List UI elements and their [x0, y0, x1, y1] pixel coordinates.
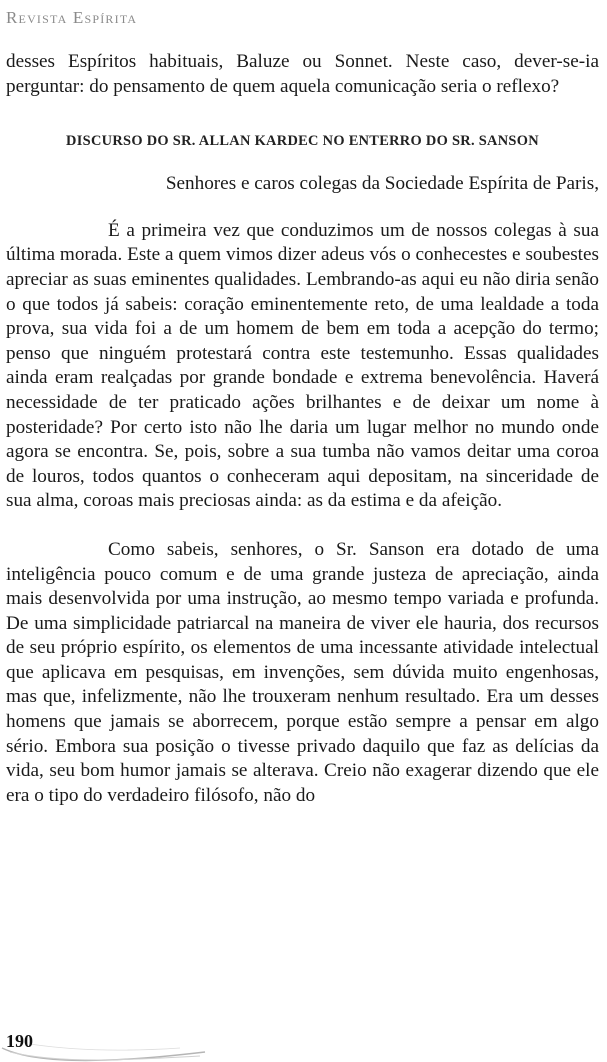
running-head: Revista Espírita [6, 8, 138, 27]
section-title: DISCURSO DO SR. ALLAN KARDEC NO ENTERRO DO SR. SANSON [66, 133, 539, 150]
page-body [6, 50, 599, 808]
paragraph-2: Como sabeis, senhores, o Sr. Sanson era dotado de uma inteligência pouco comum e de uma grande justeza de apreciação, ainda mais desenvolvida por uma instrução, ao mesmo tempo variada e profunda. De uma simplicidade patriarcal na maneira de viver ele hauria, dos recursos de seu próprio espírito, os elementos de uma incessante atividade intelectual que aplicava em pesquisas, em invenções, sem dúvida muito engenhosas, mas que, infelizmente, não lhe trouxeram nenhum resultado. Era um desses homens que jamais se aborrecem, porque estão sempre a pensar em algo sério. Embora sua posição o tivesse privado daquilo que faz as delícias da vida, seu bom humor jamais se alterava. Creio não exagerar dizendo que ele era o tipo do verdadeiro filósofo, não do [6, 538, 599, 806]
page-footer [0, 1022, 607, 1062]
intro-paragraph: desses Espíritos habituais, Baluze ou Sonnet. Neste caso, dever-se-ia perguntar: do pensamento de quem aquela comunicação seria o reflexo? [6, 51, 599, 97]
salutation: Senhores e caros colegas da Sociedade Espírita de Paris, [165, 173, 599, 195]
page-number: 190 [6, 1031, 33, 1051]
paragraph-1: É a primeira vez que conduzimos um de nossos colegas à sua última morada. Este a quem vimos dizer adeus vós o conhecestes e soubestes apreciar as suas eminentes qualidades. Lembrando-as aqui eu não diria senão o que todos já sabeis: coração eminentemente reto, de uma lealdade a toda prova, sua vida foi a de um homem de bem em toda a acepção do termo; penso que ninguém protestará contra este testemunho. Essas qualidades ainda eram realçadas por grande bondade e extrema benevolência. Haverá necessidade de ter praticado ações brilhantes e de deixar um nome à posteridade? Por certo isto não lhe daria um lugar melhor no mundo onde agora se encontra. Se, pois, sobre a sua tumba não vamos deitar uma coroa de louros, todos quantos o conheceram aqui depositam, na sinceridade de sua alma, coroas mais preciosas ainda: as da estima e da afeição. [6, 219, 599, 512]
